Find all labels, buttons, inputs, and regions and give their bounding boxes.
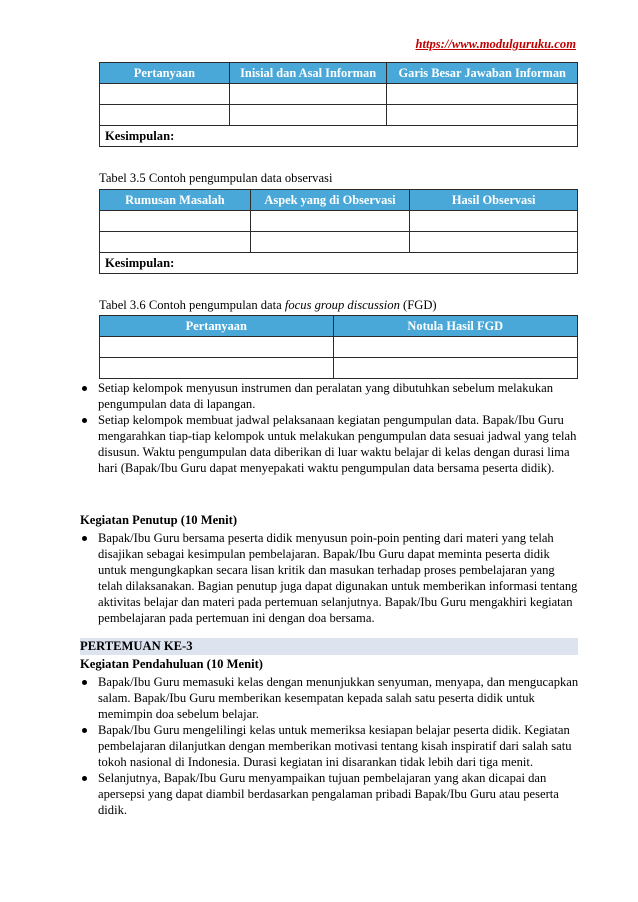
- table-row: [100, 126, 578, 147]
- table-cell: [333, 337, 577, 358]
- table-cell: [250, 232, 410, 253]
- table-cell: [410, 232, 578, 253]
- table-cell: [100, 211, 251, 232]
- list-item: Setiap kelompok membuat jadwal pelaksanaan kegiatan pengumpulan data. Bapak/Ibu Guru mengarahkan tiap-tiap kelompok untuk melakukan pengumpulan data sesuai jadwal yang telah disusun. Waktu pengumpulan data diberikan di luar waktu belajar di kelas dengan durasi lima hari (Bapak/Ibu Guru dapat menyepakati waktu pengumpulan data bersama peserta didik).: [80, 412, 580, 476]
- list-item: Bapak/Ibu Guru memasuki kelas dengan menunjukkan senyuman, menyapa, dan mengucapkan salam. Bapak/Ibu Guru memberikan kesempatan kepada salah satu peserta didik untuk memimpin doa sebelum belajar.: [80, 674, 580, 722]
- caption-text: Tabel 3.6 Contoh pengumpulan data: [99, 298, 285, 312]
- table-row: [100, 211, 578, 232]
- table-header-cell: Hasil Observasi: [410, 190, 578, 211]
- table-caption-observation: Tabel 3.5 Contoh pengumpulan data observasi: [99, 171, 333, 185]
- conclusion-cell: Kesimpulan:: [100, 253, 578, 274]
- table-header-cell: Rumusan Masalah: [100, 190, 251, 211]
- caption-italic-text: focus group discussion: [284, 298, 400, 312]
- list-item: Selanjutnya, Bapak/Ibu Guru menyampaikan tujuan pembelajaran yang akan dicapai dan apersepsi yang dapat diambil berdasarkan pengalaman pribadi Bapak/Ibu Guru atau peserta didik.: [80, 770, 580, 818]
- table-header-cell: Aspek yang di Observasi: [250, 190, 410, 211]
- observation-table: [99, 189, 578, 274]
- meeting-band: [80, 638, 578, 655]
- table-row: [100, 358, 578, 379]
- table-header-cell: Notula Hasil FGD: [333, 316, 577, 337]
- fgd-table: [99, 315, 578, 379]
- intro-heading: Kegiatan Pendahuluan (10 Menit): [80, 657, 263, 671]
- interview-table: [99, 62, 578, 147]
- list-item: Bapak/Ibu Guru bersama peserta didik menyusun poin-poin penting dari materi yang telah disajikan sebagai kesimpulan pembelajaran. Bapak/Ibu Guru dapat meminta peserta didik untuk mengungkapkan secara lisan kritik dan masukan terhadap proses pembelajaran yang telah dilaksanakan. Bagian penutup juga dapat digunakan untuk memberikan informasi tentang aktivitas belajar dan materi pada pertemuan selanjutnya. Bapak/Ibu Guru mengakhiri kegiatan pembelajaran pada pertemuan ini dengan doa bersama.: [80, 530, 580, 626]
- header-url-link[interactable]: https://www.modulguruku.com: [415, 37, 576, 51]
- table-caption-fgd: [99, 297, 437, 313]
- table-cell: [387, 84, 578, 105]
- table-cell: [100, 84, 230, 105]
- list-item: Bapak/Ibu Guru mengelilingi kelas untuk memeriksa kesiapan belajar peserta didik. Kegiatan pembelajaran dilanjutkan dengan memberikan motivasi tentang kisah inspiratif dari salah satu tokoh nasional di Indonesia. Durasi kegiatan ini disarankan tidak lebih dari tiga menit.: [80, 722, 580, 770]
- table-header-cell: Pertanyaan: [100, 63, 230, 84]
- table-cell: [100, 337, 334, 358]
- table-cell: [250, 211, 410, 232]
- table-row: [100, 84, 578, 105]
- table-row: [100, 337, 578, 358]
- table-cell: [387, 105, 578, 126]
- table-cell: [229, 84, 387, 105]
- table-cell: [333, 358, 577, 379]
- table-row: [100, 232, 578, 253]
- table-header-row: [100, 190, 578, 211]
- table-cell: [100, 358, 334, 379]
- table-row: [100, 253, 578, 274]
- list-item: Setiap kelompok menyusun instrumen dan peralatan yang dibutuhkan sebelum melakukan pengumpulan data di lapangan.: [80, 380, 580, 412]
- activity-bullet-list: [80, 380, 580, 476]
- meeting-title: PERTEMUAN KE-3: [80, 639, 193, 653]
- table-cell: [229, 105, 387, 126]
- caption-text: (FGD): [399, 298, 437, 312]
- intro-bullet-list: [80, 674, 580, 818]
- table-row: [100, 105, 578, 126]
- conclusion-cell: Kesimpulan:: [100, 126, 578, 147]
- table-cell: [100, 105, 230, 126]
- table-cell: [410, 211, 578, 232]
- closing-heading: Kegiatan Penutup (10 Menit): [80, 513, 238, 527]
- closing-bullet-list: [80, 530, 580, 626]
- table-header-row: [100, 63, 578, 84]
- table-header-row: [100, 316, 578, 337]
- table-header-cell: Garis Besar Jawaban Informan: [387, 63, 578, 84]
- table-header-cell: Inisial dan Asal Informan: [229, 63, 387, 84]
- table-cell: [100, 232, 251, 253]
- table-header-cell: Pertanyaan: [100, 316, 334, 337]
